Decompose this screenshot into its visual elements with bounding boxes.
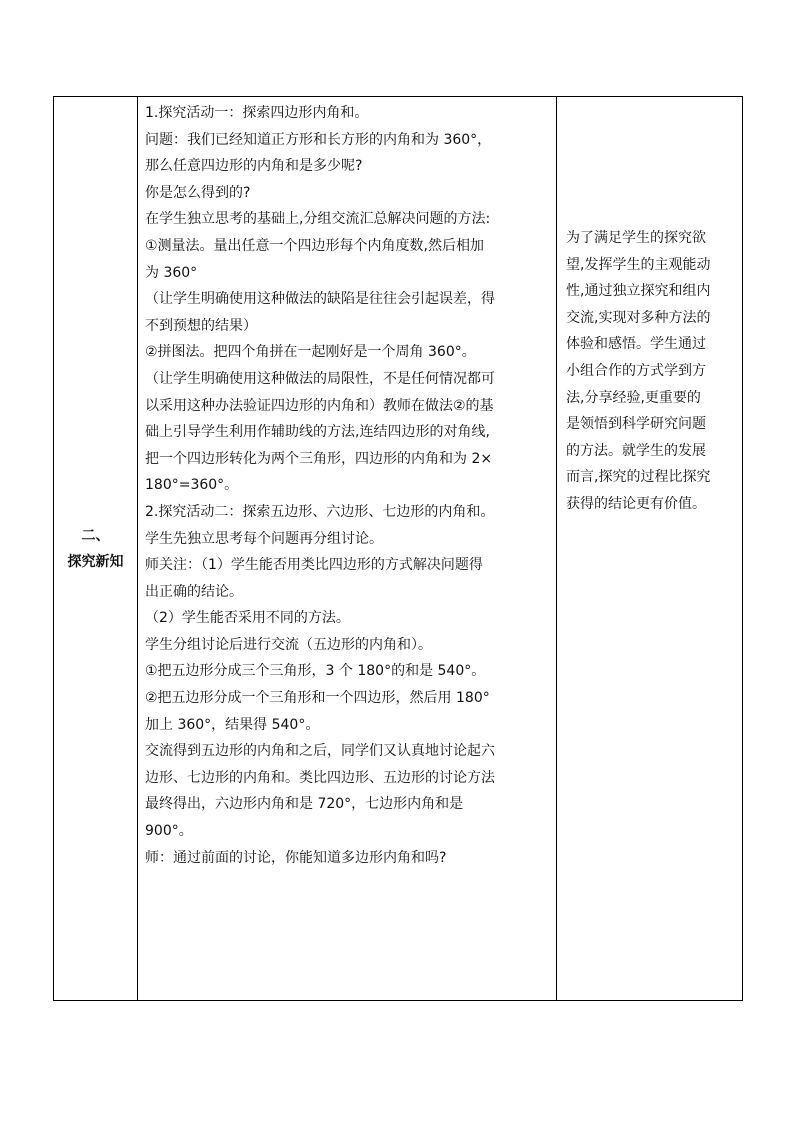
lesson-plan-table bbox=[53, 96, 743, 1001]
note-cell bbox=[557, 97, 743, 1001]
content-line: 你是怎么得到的? bbox=[145, 184, 251, 201]
content-line: 不到预想的结果） bbox=[145, 317, 257, 334]
content-line: （让学生明确使用这种做法的缺陷是往往会引起误差，得 bbox=[145, 291, 495, 308]
note-line: 性,通过独立探究和组内 bbox=[566, 283, 711, 300]
content-line: （2）学生能否采用不同的方法。 bbox=[145, 610, 350, 627]
stage-cell bbox=[54, 97, 138, 1001]
note-line: 望,发挥学生的主观能动 bbox=[566, 256, 711, 273]
content-line: 以采用这种办法验证四边形的内角和）教师在做法②的基 bbox=[145, 397, 494, 414]
teaching-content bbox=[138, 97, 556, 871]
content-line: ②把五边形分成一个三角形和一个四边形，然后用 180° bbox=[145, 690, 490, 707]
content-line: 学生分组讨论后进行交流（五边形的内角和）。 bbox=[145, 636, 432, 653]
note-line: 交流,实现对多种方法的 bbox=[566, 309, 711, 326]
content-line: 交流得到五边形的内角和之后，同学们又认真地讨论起六 bbox=[145, 743, 495, 760]
content-line: 出正确的结论。 bbox=[145, 583, 243, 600]
content-line: 把一个四边形转化为两个三角形，四边形的内角和为 2× bbox=[145, 450, 493, 467]
content-line: 师关注：（1）学生能否用类比四边形的方式解决问题得 bbox=[145, 557, 483, 574]
content-line: 那么任意四边形的内角和是多少呢? bbox=[145, 158, 363, 175]
note-line: 的方法。就学生的发展 bbox=[566, 442, 706, 459]
content-line: ①测量法。量出任意一个四边形每个内角度数,然后相加 bbox=[145, 237, 484, 254]
note-line: 体验和感悟。学生通过 bbox=[566, 336, 706, 353]
note-line: 法,分享经验,更重要的 bbox=[566, 389, 701, 406]
note-line: 是领悟到科学研究问题 bbox=[566, 416, 706, 433]
content-line: 础上引导学生利用作辅助线的方法,连结四边形的对角线, bbox=[145, 424, 490, 441]
content-line: 最终得出，六边形内角和是 720°，七边形内角和是 bbox=[145, 796, 464, 813]
content-line: ①把五边形分成三个三角形，3 个 180°的和是 540°。 bbox=[145, 663, 486, 680]
content-line: 边形、七边形的内角和。类比四边形、五边形的讨论方法 bbox=[145, 769, 495, 786]
content-line: 学生先独立思考每个问题再分组讨论。 bbox=[145, 530, 383, 547]
design-intent bbox=[557, 97, 742, 518]
note-line: 小组合作的方式学到方 bbox=[566, 362, 706, 379]
content-line: 加上 360°，结果得 540°。 bbox=[145, 716, 320, 733]
stage-number: 二、 bbox=[81, 527, 110, 544]
content-cell bbox=[138, 97, 557, 1001]
content-line: 1.探究活动一：探索四边形内角和。 bbox=[145, 105, 369, 121]
content-line: 为 360° bbox=[145, 264, 198, 281]
content-line: 180°=360°。 bbox=[145, 477, 239, 494]
content-line: ②拼图法。把四个角拼在一起刚好是一个周角 360°。 bbox=[145, 344, 476, 361]
content-line: 在学生独立思考的基础上,分组交流汇总解决问题的方法: bbox=[145, 211, 491, 228]
note-line: 而言,探究的过程比探究 bbox=[566, 469, 711, 486]
note-line: 获得的结论更有价值。 bbox=[566, 495, 706, 512]
table-row bbox=[54, 97, 743, 1001]
content-line: 2.探究活动二：探索五边形、六边形、七边形的内角和。 bbox=[145, 503, 495, 520]
content-line: 问题：我们已经知道正方形和长方形的内角和为 360°， bbox=[145, 131, 492, 148]
stage-name: 探究新知 bbox=[67, 553, 124, 570]
content-line: （让学生明确使用这种做法的局限性，不是任何情况都可 bbox=[145, 370, 495, 387]
content-line: 900°。 bbox=[145, 823, 193, 840]
content-line: 师：通过前面的讨论，你能知道多边形内角和吗? bbox=[145, 849, 447, 866]
note-line: 为了满足学生的探究欲 bbox=[566, 230, 706, 246]
